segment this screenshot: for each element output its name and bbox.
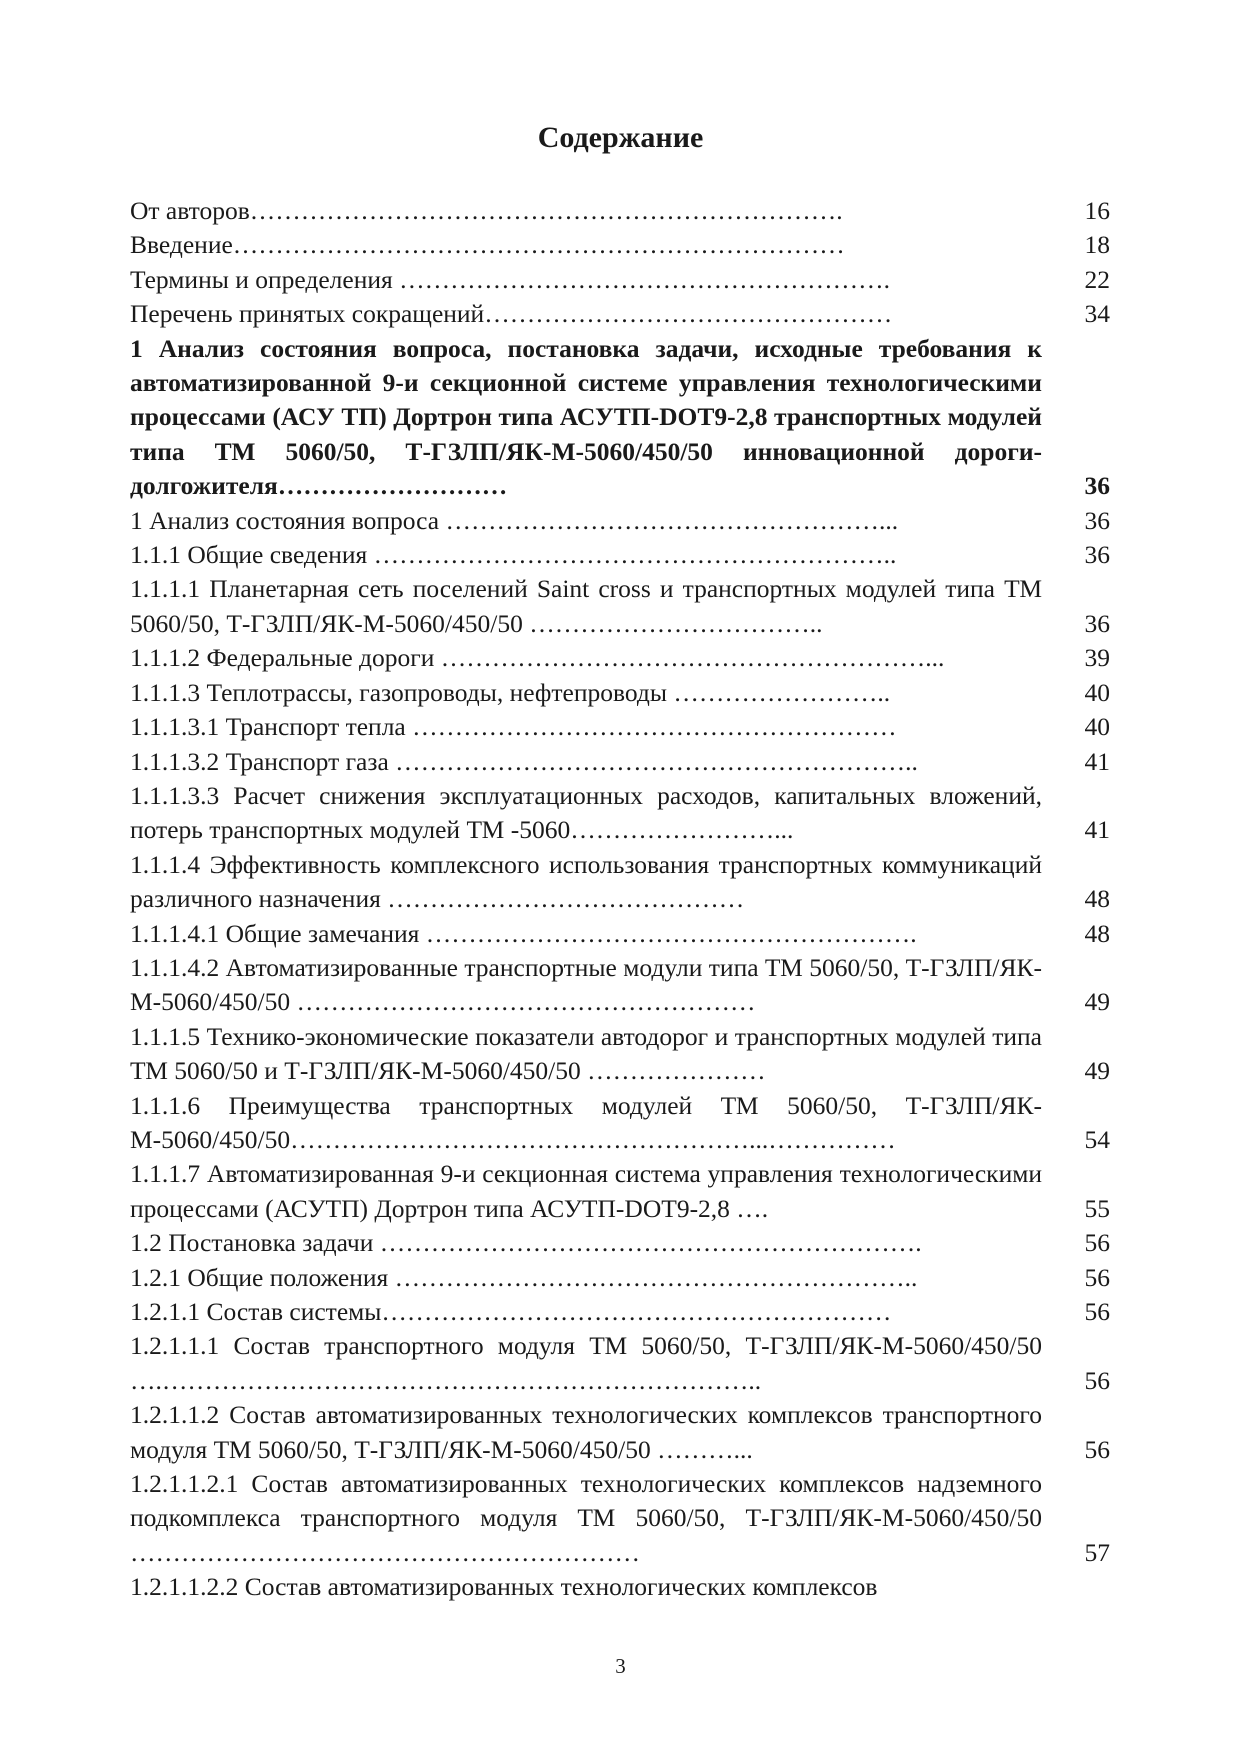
toc-entry-page: 16 xyxy=(1084,196,1110,225)
table-of-contents xyxy=(130,194,1110,1605)
toc-entry xyxy=(130,1398,1110,1467)
toc-entry xyxy=(130,1329,1110,1398)
toc-entry-page: 56 xyxy=(1084,1434,1110,1464)
toc-entry xyxy=(130,1226,1110,1260)
toc-entry xyxy=(130,504,1110,538)
toc-entry-page: 34 xyxy=(1084,299,1110,329)
toc-entry-page: 18 xyxy=(1084,230,1110,260)
toc-entry-page: 36 xyxy=(1084,608,1110,638)
toc-entry xyxy=(130,1157,1110,1226)
toc-entry xyxy=(130,951,1110,1020)
toc-entry-page: 40 xyxy=(1084,677,1110,707)
toc-entry xyxy=(130,297,1110,331)
toc-entry-title: 1.1.1.3.1 Транспорт тепла ………………………………………………… xyxy=(130,712,897,742)
toc-entry-page: 48 xyxy=(1084,884,1110,914)
toc-entry-page: 56 xyxy=(1084,1297,1110,1326)
toc-entry-title: Термины и определения …………………………………………………. xyxy=(130,264,890,294)
toc-entry-title: 1.2.1.1 Состав системы…………………………………………………… xyxy=(130,1297,892,1326)
toc-entry xyxy=(130,917,1110,951)
toc-entry-title: 1.1.1.3.2 Транспорт газа …………………………………………………….. xyxy=(130,746,918,776)
toc-entry-title: 1.1.1.5 Технико-экономические показатели автодорог и транспортных модулей типа ТМ 5060/50 и Т-ГЗЛП/ЯК-М-5060/450/50 ………………… xyxy=(130,1021,1042,1086)
toc-entry-title: Введение……………………………………………………………… xyxy=(130,230,845,260)
toc-entry-page: 49 xyxy=(1084,987,1110,1017)
toc-entry-title: От авторов……………………………………………………………. xyxy=(130,196,843,225)
toc-entry xyxy=(130,572,1110,641)
toc-entry-page: 22 xyxy=(1084,264,1110,294)
toc-entry-title: 1.1.1.6 Преимущества транспортных модулей ТМ 5060/50, Т-ГЗЛП/ЯК-М-5060/450/50………………………………………………...…………… xyxy=(130,1090,1042,1154)
toc-entry-title: 1.1.1.4 Эффективность комплексного использования транспортных коммуникаций различного назначения …………………………………… xyxy=(130,849,1042,914)
toc-entry-page: 40 xyxy=(1084,712,1110,742)
toc-entry xyxy=(130,538,1110,572)
toc-entry-page: 41 xyxy=(1084,815,1110,845)
toc-entry-title: 1 Анализ состояния вопроса ……………………………………………... xyxy=(130,505,899,535)
toc-entry-page: 39 xyxy=(1084,643,1110,673)
toc-entry-page: 57 xyxy=(1084,1537,1110,1567)
toc-entry xyxy=(130,1261,1110,1295)
toc-entry xyxy=(130,779,1110,848)
toc-entry-page: 48 xyxy=(1084,918,1110,948)
page-title: Содержание xyxy=(537,121,704,154)
toc-entry-page: 54 xyxy=(1084,1124,1110,1154)
toc-entry-title: 1.1.1.4.2 Автоматизированные транспортные модули типа ТМ 5060/50, Т-ГЗЛП/ЯК-М-5060/450/50 ……………………………………………… xyxy=(130,952,1042,1017)
toc-entry xyxy=(130,1467,1110,1570)
toc-entry-title: Перечень принятых сокращений………………………………………… xyxy=(130,299,893,329)
toc-entry xyxy=(130,848,1110,917)
toc-entry xyxy=(130,263,1110,297)
toc-entry-title: 1.2.1.1.1 Состав транспортного модуля ТМ 5060/50, Т-ГЗЛП/ЯК-М-5060/450/50 ….…………………………………………………………….. xyxy=(130,1331,1042,1395)
page-number: 3 xyxy=(615,1654,626,1678)
toc-entry-title: 1.2.1.1.2 Состав автоматизированных технологических комплексов транспортного модуля ТМ 5060/50, Т-ГЗЛП/ЯК-М-5060/450/50 ………... xyxy=(130,1400,1042,1464)
toc-entry-page: 55 xyxy=(1084,1193,1110,1223)
toc-entry xyxy=(130,1089,1110,1158)
toc-entry xyxy=(130,1295,1110,1329)
toc-entry xyxy=(130,710,1110,744)
toc-entry-page: 36 xyxy=(1084,471,1110,501)
toc-entry-title: 1.1.1.7 Автоматизированная 9-и секционная система управления технологическими процессами (АСУТП) Дортрон типа АСУТП-DOT9-2,8 …. xyxy=(130,1159,1042,1223)
toc-entry-title: 1.1.1.3 Теплотрассы, газопроводы, нефтепроводы …………………….. xyxy=(130,677,891,707)
toc-entry xyxy=(130,194,1110,228)
toc-entry xyxy=(130,745,1110,779)
toc-entry-title: 1.2.1.1.2.1 Состав автоматизированных технологических комплексов надземного подкомплекса транспортного модуля ТМ 5060/50, Т-ГЗЛП/ЯК-М-5060/450/50 …………………………………………………… xyxy=(130,1469,1042,1567)
toc-entry xyxy=(130,228,1110,262)
toc-entry-title: 1.2 Постановка задачи ………………………………………………………. xyxy=(130,1228,922,1258)
toc-entry-page: 56 xyxy=(1084,1365,1110,1395)
toc-entry-section-heading xyxy=(130,332,1110,504)
toc-entry-title: 1.1.1.2 Федеральные дороги …………………………………………………... xyxy=(130,643,945,673)
toc-entry xyxy=(130,641,1110,675)
toc-entry xyxy=(130,676,1110,710)
toc-entry-page: 56 xyxy=(1084,1262,1110,1292)
toc-entry-page: 41 xyxy=(1084,746,1110,776)
toc-entry-page: 36 xyxy=(1084,505,1110,535)
toc-entry-title: 1 Анализ состояния вопроса, постановка задачи, исходные требования к автоматизированной 9-и секционной системе управления технологическими процессами (АСУ ТП) Дортрон типа АСУТП-DOT9-2,8 транспортных модулей типа ТМ 5060/50, Т-ГЗЛП/ЯК-М-5060/450/50 инновационной дороги-долгожителя……………………… xyxy=(130,333,1042,501)
toc-entry-page: 56 xyxy=(1084,1228,1110,1258)
toc-entry-title: 1.2.1 Общие положения …………………………………………………….. xyxy=(130,1262,918,1292)
toc-entry xyxy=(130,1020,1110,1089)
toc-entry-title: 1.1.1.4.1 Общие замечания …………………………………………………. xyxy=(130,918,917,948)
toc-entry-title: 1.1.1.3.3 Расчет снижения эксплуатационных расходов, капитальных вложений, потерь транспортных модулей ТМ -5060……………………... xyxy=(130,780,1042,845)
toc-entry-page: 36 xyxy=(1084,540,1110,570)
toc-entry-title: 1.2.1.1.2.2 Состав автоматизированных технологических комплексов xyxy=(130,1572,878,1602)
toc-entry xyxy=(130,1570,1110,1604)
toc-entry-page: 49 xyxy=(1084,1056,1110,1086)
toc-entry-title: 1.1.1 Общие сведения …………………………………………………….. xyxy=(130,540,897,570)
toc-entry-title: 1.1.1.1 Планетарная сеть поселений Saint cross и транспортных модулей типа ТМ 5060/50, Т-ГЗЛП/ЯК-М-5060/450/50 …………………………….. xyxy=(130,574,1042,638)
